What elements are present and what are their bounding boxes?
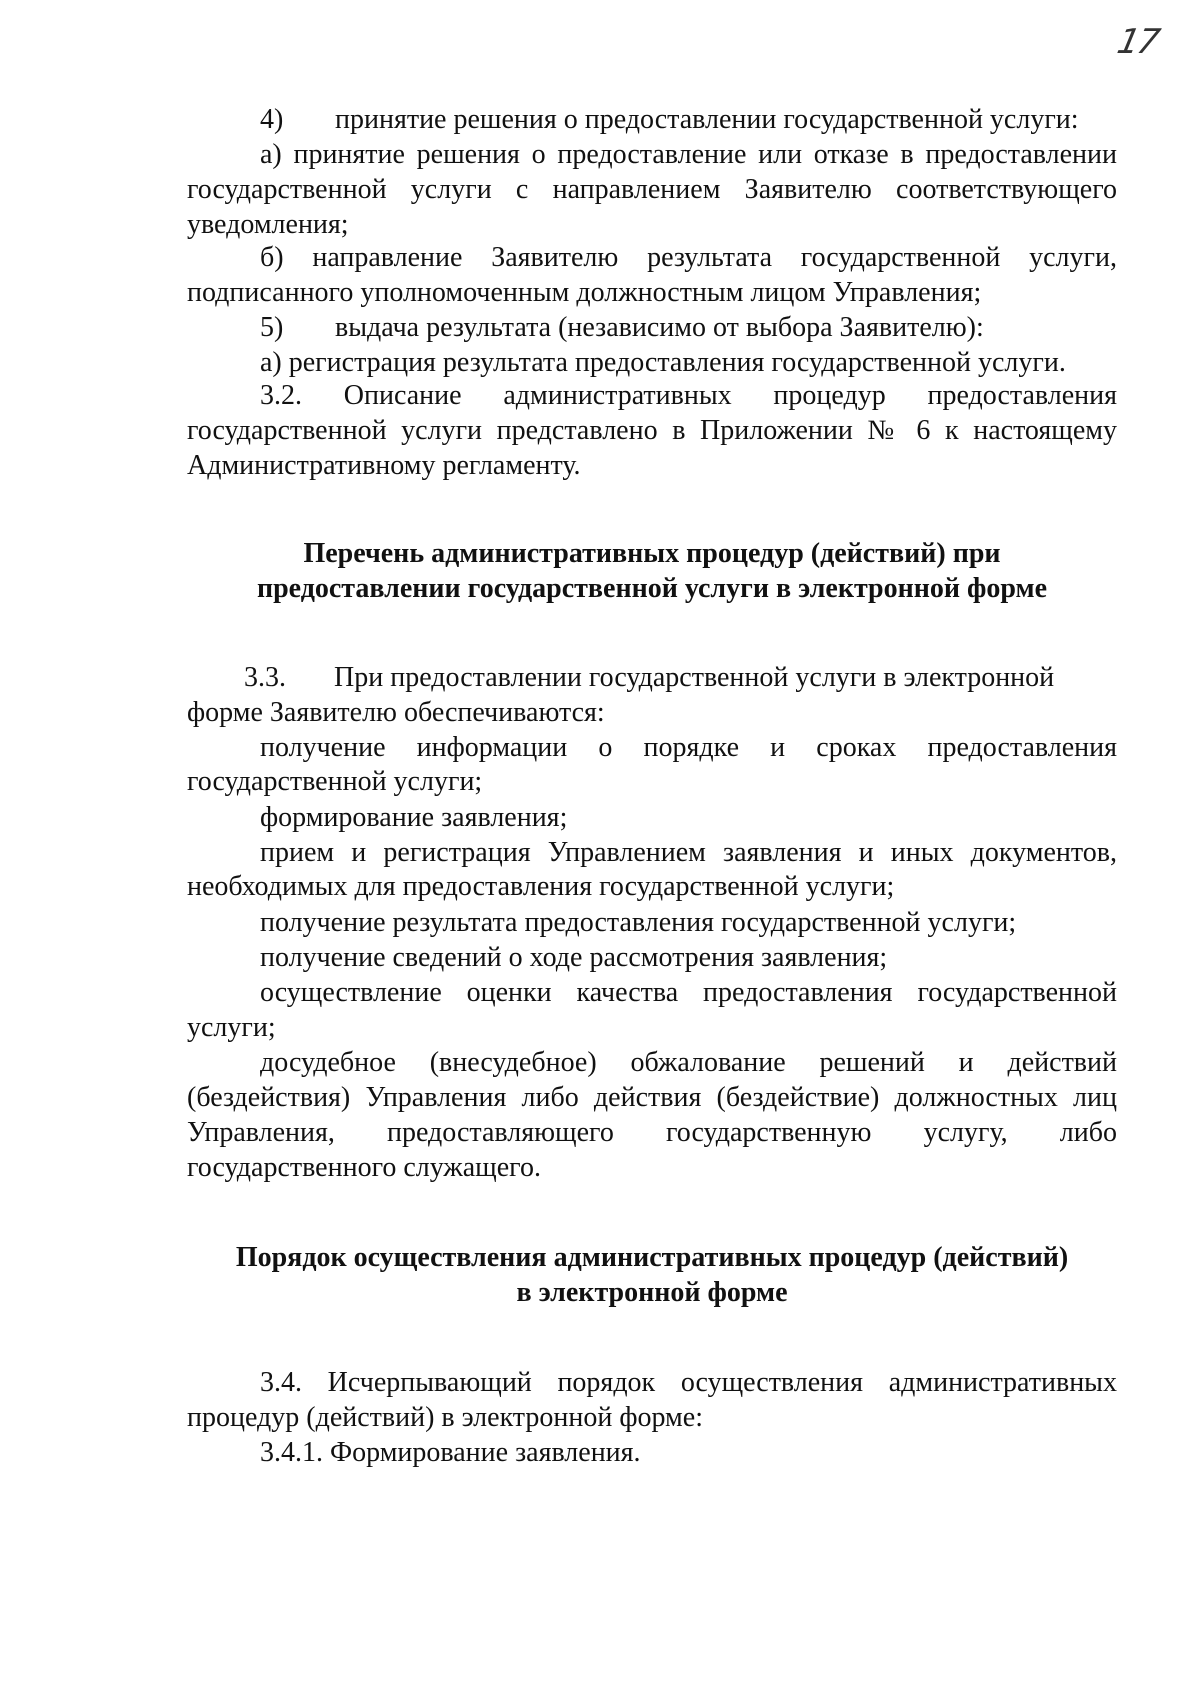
section-heading: предоставлении государственной услуги в электронной форме	[256, 573, 1048, 604]
text-line: государственной услуги представлено в Приложении № 6 к настоящему	[187, 415, 1117, 446]
text-line: а) регистрация результата предоставления государственной услуги.	[260, 347, 1066, 378]
text-line: 3.3. При предоставлении государственной услуги в электронной	[244, 662, 1055, 693]
text-line: 3.4. Исчерпывающий порядок осуществления административных	[260, 1367, 1117, 1398]
text-line: государственной услуги;	[187, 766, 483, 797]
text-line: подписанного уполномоченным должностным лицом Управления;	[187, 277, 982, 308]
section-heading: Порядок осуществления административных процедур (действий)	[235, 1242, 1069, 1273]
text-line: 4) принятие решения о предоставлении государственной услуги:	[260, 104, 1079, 135]
text-line: получение информации о порядке и сроках предоставления	[260, 732, 1117, 763]
text-line: 5) выдача результата (независимо от выбора Заявителю):	[260, 312, 984, 343]
text-line: прием и регистрация Управлением заявления и иных документов,	[260, 837, 1117, 868]
text-line: формирование заявления;	[260, 802, 568, 833]
text-line: (бездействия) Управления либо действия (бездействие) должностных лиц	[187, 1082, 1117, 1113]
text-line: уведомления;	[187, 209, 349, 240]
text-line: получение результата предоставления государственной услуги;	[260, 907, 1017, 938]
text-line: государственного служащего.	[187, 1152, 541, 1183]
text-line: 3.4.1. Формирование заявления.	[260, 1437, 641, 1468]
text-line: Управления, предоставляющего государственную услугу, либо	[187, 1117, 1117, 1148]
text-line: б) направление Заявителю результата государственной услуги,	[260, 242, 1117, 273]
section-heading: Перечень административных процедур (действий) при	[303, 538, 1001, 569]
text-line: Административному регламенту.	[187, 450, 581, 481]
text-line: 3.2. Описание административных процедур предоставления	[260, 380, 1117, 411]
text-line: необходимых для предоставления государственной услуги;	[187, 871, 895, 902]
text-line: государственной услуги с направлением Заявителю соответствующего	[187, 174, 1117, 205]
text-line: а) принятие решения о предоставление или отказе в предоставлении	[260, 139, 1117, 170]
text-line: досудебное (внесудебное) обжалование решений и действий	[260, 1047, 1117, 1078]
text-line: осуществление оценки качества предоставления государственной	[260, 977, 1117, 1008]
text-line: процедур (действий) в электронной форме:	[187, 1402, 703, 1433]
text-line: получение сведений о ходе рассмотрения заявления;	[260, 942, 888, 973]
section-heading: в электронной форме	[516, 1277, 788, 1308]
page-number: 17	[1113, 22, 1162, 62]
text-line: услуги;	[187, 1012, 276, 1043]
text-line: форме Заявителю обеспечиваются:	[187, 697, 605, 728]
